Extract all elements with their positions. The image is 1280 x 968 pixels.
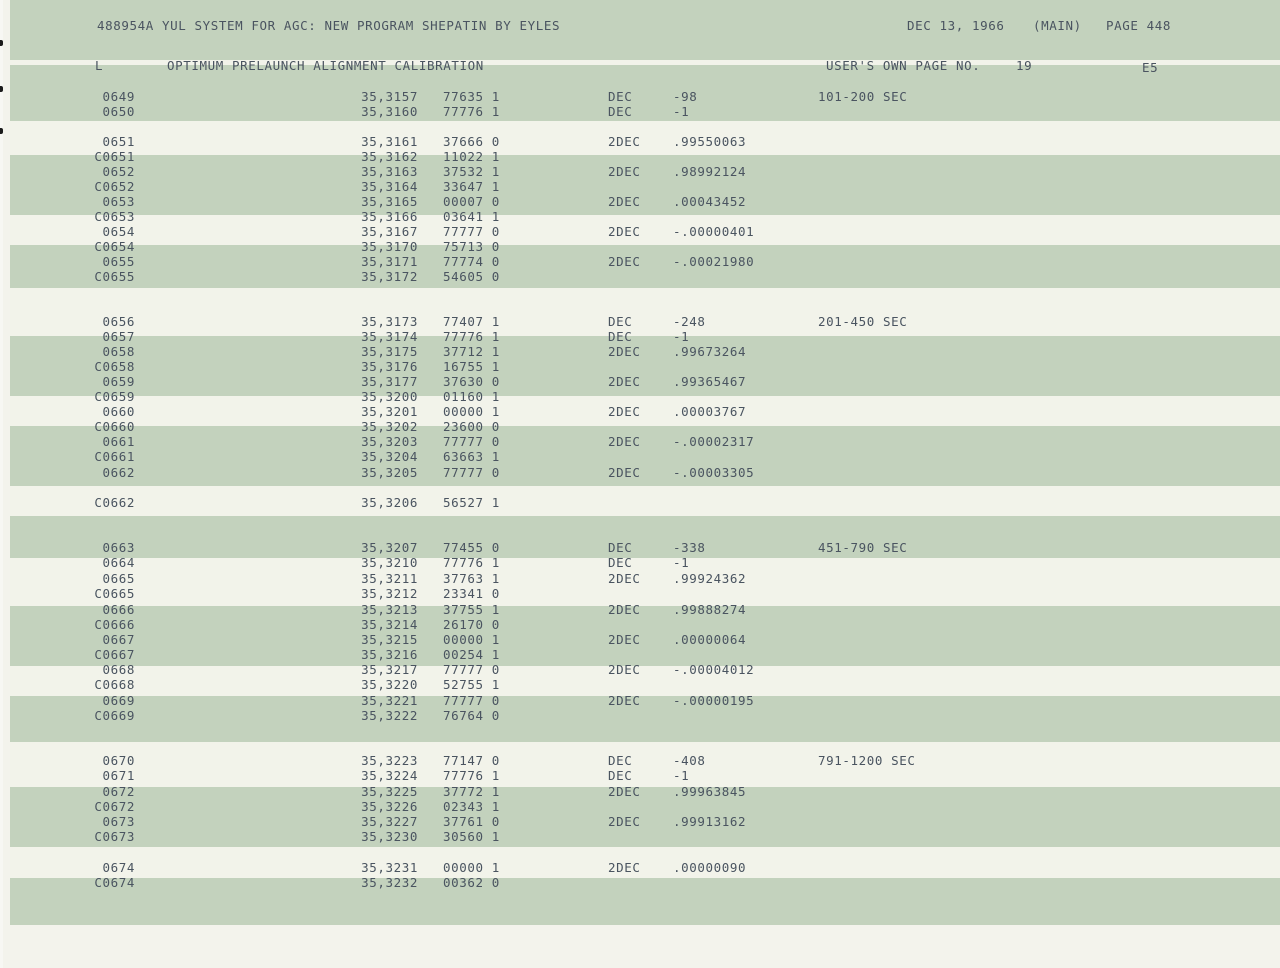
opcode: 2DEC (608, 814, 641, 829)
line-number: C0672 (94, 799, 135, 814)
location: 35,3226 (361, 799, 418, 814)
line-number: 0660 (102, 404, 135, 419)
location: 35,3163 (361, 164, 418, 179)
line-number: 0663 (102, 540, 135, 555)
octal-word: 00000 1 (443, 860, 500, 875)
operand: -338 (673, 540, 706, 555)
octal-word: 00254 1 (443, 647, 500, 662)
octal-word: 30560 1 (443, 829, 500, 844)
opcode: DEC (608, 104, 633, 119)
octal-word: 37532 1 (443, 164, 500, 179)
octal-word: 11022 1 (443, 149, 500, 164)
octal-word: 76764 0 (443, 708, 500, 723)
line-number: 0664 (102, 555, 135, 570)
operand: .00000064 (673, 632, 747, 647)
comment: 791-1200 SEC (818, 753, 916, 768)
listing-main: (MAIN) (1033, 18, 1082, 33)
operand: -.00000401 (673, 224, 755, 239)
octal-word: 02343 1 (443, 799, 500, 814)
location: 35,3167 (361, 224, 418, 239)
opcode: 2DEC (608, 860, 641, 875)
octal-word: 23600 0 (443, 419, 500, 434)
octal-word: 37755 1 (443, 602, 500, 617)
opcode: 2DEC (608, 134, 641, 149)
octal-word: 77774 0 (443, 254, 500, 269)
location: 35,3165 (361, 194, 418, 209)
location: 35,3164 (361, 179, 418, 194)
line-number: 0669 (102, 693, 135, 708)
line-number: 0667 (102, 632, 135, 647)
operand: .99963845 (673, 784, 747, 799)
listing-date: DEC 13, 1966 (907, 18, 1005, 33)
printout-page (10, 0, 1280, 925)
opcode: DEC (608, 89, 633, 104)
octal-word: 26170 0 (443, 617, 500, 632)
octal-word: 56527 1 (443, 495, 500, 510)
octal-word: 63663 1 (443, 449, 500, 464)
line-number: C0658 (94, 359, 135, 374)
operand: -.00021980 (673, 254, 755, 269)
line-number: C0653 (94, 209, 135, 224)
line-number: 0656 (102, 314, 135, 329)
operand: -98 (673, 89, 698, 104)
opcode: 2DEC (608, 404, 641, 419)
location: 35,3162 (361, 149, 418, 164)
octal-word: 77777 0 (443, 224, 500, 239)
octal-word: 75713 0 (443, 239, 500, 254)
opcode: DEC (608, 540, 633, 555)
octal-word: 77777 0 (443, 662, 500, 677)
line-number: 0662 (102, 465, 135, 480)
line-number: C0666 (94, 617, 135, 632)
octal-word: 37630 0 (443, 374, 500, 389)
location: 35,3215 (361, 632, 418, 647)
operand: .00003767 (673, 404, 747, 419)
opcode: 2DEC (608, 632, 641, 647)
location: 35,3202 (361, 419, 418, 434)
location: 35,3176 (361, 359, 418, 374)
line-number: C0673 (94, 829, 135, 844)
location: 35,3216 (361, 647, 418, 662)
green-band (10, 875, 1280, 925)
line-number: 0673 (102, 814, 135, 829)
comment: 201-450 SEC (818, 314, 908, 329)
location: 35,3230 (361, 829, 418, 844)
page-number: PAGE 448 (1106, 18, 1172, 33)
location: 35,3213 (361, 602, 418, 617)
octal-word: 77407 1 (443, 314, 500, 329)
operand: -.00000195 (673, 693, 755, 708)
opcode: DEC (608, 768, 633, 783)
location: 35,3227 (361, 814, 418, 829)
operand: -1 (673, 104, 690, 119)
octal-word: 77776 1 (443, 104, 500, 119)
operand: -.00002317 (673, 434, 755, 449)
octal-word: 00007 0 (443, 194, 500, 209)
octal-word: 77776 1 (443, 768, 500, 783)
opcode: 2DEC (608, 784, 641, 799)
opcode: 2DEC (608, 465, 641, 480)
operand: .99913162 (673, 814, 747, 829)
line-number: C0651 (94, 149, 135, 164)
line-number: C0652 (94, 179, 135, 194)
line-number: C0660 (94, 419, 135, 434)
line-number: C0674 (94, 875, 135, 890)
octal-word: 00000 1 (443, 404, 500, 419)
line-number: 0657 (102, 329, 135, 344)
opcode: 2DEC (608, 662, 641, 677)
location: 35,3201 (361, 404, 418, 419)
location: 35,3166 (361, 209, 418, 224)
location: 35,3207 (361, 540, 418, 555)
location: 35,3174 (361, 329, 418, 344)
opcode: 2DEC (608, 254, 641, 269)
operand: .99550063 (673, 134, 747, 149)
octal-word: 52755 1 (443, 677, 500, 692)
operand: -1 (673, 768, 690, 783)
location: 35,3217 (361, 662, 418, 677)
octal-word: 37772 1 (443, 784, 500, 799)
location: 35,3210 (361, 555, 418, 570)
operand: .98992124 (673, 164, 747, 179)
opcode: DEC (608, 314, 633, 329)
opcode: 2DEC (608, 434, 641, 449)
location: 35,3175 (361, 344, 418, 359)
octal-word: 37761 0 (443, 814, 500, 829)
line-number: 0652 (102, 164, 135, 179)
operand: -.00003305 (673, 465, 755, 480)
opcode: 2DEC (608, 571, 641, 586)
line-number: 0653 (102, 194, 135, 209)
location: 35,3200 (361, 389, 418, 404)
location: 35,3170 (361, 239, 418, 254)
operand: -248 (673, 314, 706, 329)
location: 35,3212 (361, 586, 418, 601)
location: 35,3203 (361, 434, 418, 449)
opcode: DEC (608, 753, 633, 768)
line-number: C0665 (94, 586, 135, 601)
location: 35,3211 (361, 571, 418, 586)
opcode: 2DEC (608, 374, 641, 389)
location: 35,3206 (361, 495, 418, 510)
location: 35,3171 (361, 254, 418, 269)
location: 35,3177 (361, 374, 418, 389)
comment: 451-790 SEC (818, 540, 908, 555)
line-number: 0661 (102, 434, 135, 449)
operand: .00000090 (673, 860, 747, 875)
line-number: 0655 (102, 254, 135, 269)
line-number: C0667 (94, 647, 135, 662)
location: 35,3161 (361, 134, 418, 149)
octal-word: 77777 0 (443, 434, 500, 449)
line-number: 0668 (102, 662, 135, 677)
location: 35,3224 (361, 768, 418, 783)
line-number: 0665 (102, 571, 135, 586)
octal-word: 54605 0 (443, 269, 500, 284)
octal-word: 37763 1 (443, 571, 500, 586)
location: 35,3220 (361, 677, 418, 692)
line-number: C0661 (94, 449, 135, 464)
line-number: 0659 (102, 374, 135, 389)
comment: 101-200 SEC (818, 89, 908, 104)
octal-word: 77777 0 (443, 465, 500, 480)
operand: .99365467 (673, 374, 747, 389)
operand: .99673264 (673, 344, 747, 359)
program-header: 488954A YUL SYSTEM FOR AGC: NEW PROGRAM SHEPATIN BY EYLES (97, 18, 561, 33)
operand: .00043452 (673, 194, 747, 209)
line-number: C0669 (94, 708, 135, 723)
octal-word: 37712 1 (443, 344, 500, 359)
line-number: C0668 (94, 677, 135, 692)
users-page-number: 19 (1016, 58, 1033, 73)
octal-word: 03641 1 (443, 209, 500, 224)
octal-word: 23341 0 (443, 586, 500, 601)
operand: -1 (673, 555, 690, 570)
operand: .99888274 (673, 602, 747, 617)
location: 35,3222 (361, 708, 418, 723)
users-page-label: USER'S OWN PAGE NO. (826, 58, 981, 73)
location: 35,3205 (361, 465, 418, 480)
line-number: 0654 (102, 224, 135, 239)
location: 35,3160 (361, 104, 418, 119)
opcode: 2DEC (608, 344, 641, 359)
line-number: 0658 (102, 344, 135, 359)
location: 35,3223 (361, 753, 418, 768)
opcode: DEC (608, 555, 633, 570)
octal-word: 77776 1 (443, 555, 500, 570)
operand: .99924362 (673, 571, 747, 586)
octal-word: 77455 0 (443, 540, 500, 555)
opcode: 2DEC (608, 224, 641, 239)
location: 35,3204 (361, 449, 418, 464)
opcode: 2DEC (608, 194, 641, 209)
listing-flag: L (95, 58, 104, 73)
octal-word: 16755 1 (443, 359, 500, 374)
line-number: 0670 (102, 753, 135, 768)
octal-word: 01160 1 (443, 389, 500, 404)
line-number: C0659 (94, 389, 135, 404)
location: 35,3231 (361, 860, 418, 875)
opcode: 2DEC (608, 602, 641, 617)
octal-word: 77635 1 (443, 89, 500, 104)
octal-word: 37666 0 (443, 134, 500, 149)
scan-edge (0, 0, 3, 968)
section-code: E5 (1142, 60, 1159, 75)
line-number: 0649 (102, 89, 135, 104)
location: 35,3232 (361, 875, 418, 890)
location: 35,3214 (361, 617, 418, 632)
operand: -1 (673, 329, 690, 344)
opcode: 2DEC (608, 693, 641, 708)
location: 35,3172 (361, 269, 418, 284)
octal-word: 33647 1 (443, 179, 500, 194)
line-number: 0674 (102, 860, 135, 875)
line-number: 0651 (102, 134, 135, 149)
octal-word: 77776 1 (443, 329, 500, 344)
line-number: 0666 (102, 602, 135, 617)
octal-word: 77777 0 (443, 693, 500, 708)
line-number: 0650 (102, 104, 135, 119)
section-title: OPTIMUM PRELAUNCH ALIGNMENT CALIBRATION (167, 58, 484, 73)
line-number: C0655 (94, 269, 135, 284)
octal-word: 00362 0 (443, 875, 500, 890)
opcode: DEC (608, 329, 633, 344)
line-number: C0662 (94, 495, 135, 510)
line-number: 0672 (102, 784, 135, 799)
location: 35,3221 (361, 693, 418, 708)
location: 35,3173 (361, 314, 418, 329)
line-number: C0654 (94, 239, 135, 254)
line-number: 0671 (102, 768, 135, 783)
operand: -408 (673, 753, 706, 768)
location: 35,3157 (361, 89, 418, 104)
octal-word: 77147 0 (443, 753, 500, 768)
octal-word: 00000 1 (443, 632, 500, 647)
operand: -.00004012 (673, 662, 755, 677)
location: 35,3225 (361, 784, 418, 799)
opcode: 2DEC (608, 164, 641, 179)
